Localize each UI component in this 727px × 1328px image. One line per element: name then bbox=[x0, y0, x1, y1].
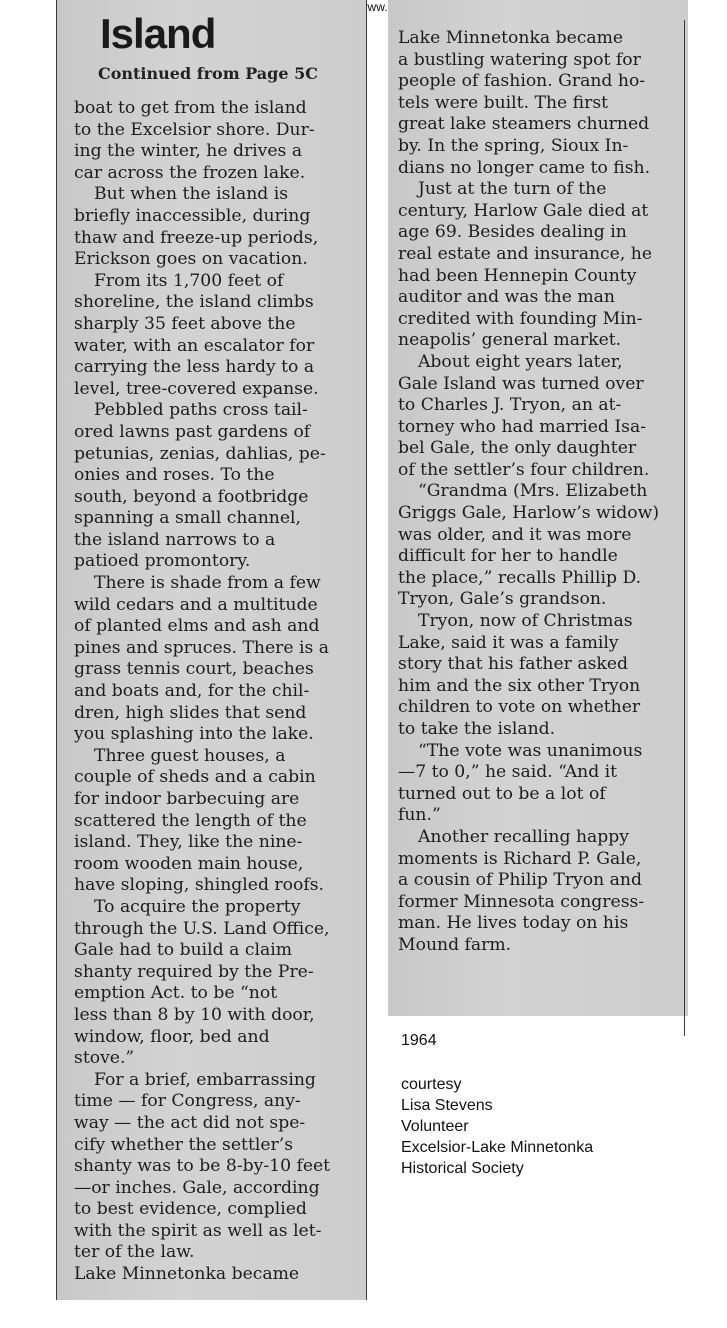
headline: Island bbox=[100, 10, 216, 57]
text-line: But when the island is bbox=[94, 184, 289, 205]
text-line: island. They, like the nine- bbox=[74, 832, 303, 853]
text-line: “The vote was unanimous bbox=[418, 740, 643, 761]
text-line: From its 1,700 feet of bbox=[94, 270, 284, 291]
caption-line: Lisa Stevens bbox=[401, 1097, 493, 1114]
text-line: Gale had to build a claim bbox=[74, 940, 293, 961]
text-line: of planted elms and ash and bbox=[74, 616, 320, 637]
text-line: About eight years later, bbox=[418, 351, 623, 372]
text-line: carrying the less hardy to a bbox=[74, 357, 315, 378]
text-line: “Grandma (Mrs. Elizabeth bbox=[418, 481, 648, 502]
article-right-column bbox=[398, 28, 692, 957]
text-line: Three guest houses, a bbox=[94, 745, 286, 766]
text-line: and boats and, for the chil- bbox=[74, 681, 310, 702]
text-line: ing the winter, he drives a bbox=[74, 141, 303, 162]
text-line: pines and spruces. There is a bbox=[74, 637, 330, 658]
text-line: a cousin of Philip Tryon and bbox=[398, 870, 642, 891]
text-line: shoreline, the island climbs bbox=[74, 292, 314, 313]
text-line: wild cedars and a multitude bbox=[74, 594, 318, 615]
text-line: Lake, said it was a family bbox=[398, 632, 619, 653]
text-line: Mound farm. bbox=[398, 934, 512, 955]
text-line: emption Act. to be “not bbox=[74, 983, 278, 1004]
text-line: There is shade from a few bbox=[94, 573, 321, 594]
text-line: real estate and insurance, he bbox=[398, 243, 653, 264]
text-line: with the spirit as well as let- bbox=[74, 1220, 322, 1241]
text-line: story that his father asked bbox=[398, 654, 629, 675]
caption-line: courtesy bbox=[401, 1076, 462, 1093]
text-line: a bustling watering spot for bbox=[398, 49, 641, 70]
text-line: dians no longer came to fish. bbox=[398, 157, 651, 178]
text-line: ter of the law. bbox=[74, 1242, 195, 1263]
text-line: shanty was to be 8-by-10 feet bbox=[74, 1156, 331, 1177]
text-line: man. He lives today on his bbox=[398, 913, 629, 934]
caption-year: 1964 bbox=[401, 1032, 437, 1049]
text-line: water, with an escalator for bbox=[74, 335, 315, 356]
text-line: less than 8 by 10 with door, bbox=[74, 1004, 315, 1025]
text-line: have sloping, shingled roofs. bbox=[74, 875, 324, 896]
text-line: south, beyond a footbridge bbox=[74, 486, 309, 507]
text-line: of the settler’s four children. bbox=[398, 459, 650, 480]
text-line: the place,” recalls Phillip D. bbox=[398, 567, 642, 588]
text-line: you splashing into the lake. bbox=[74, 724, 314, 745]
text-line: people of fashion. Grand ho- bbox=[398, 71, 646, 92]
text-line: for indoor barbecuing are bbox=[74, 789, 300, 809]
text-line: —7 to 0,” he said. “And it bbox=[398, 762, 618, 783]
text-line: Lake Minnetonka became bbox=[398, 28, 624, 48]
text-line: To acquire the property bbox=[94, 896, 301, 917]
text-line: petunias, zenias, dahlias, pe- bbox=[74, 443, 326, 464]
text-line: Tryon, now of Christmas bbox=[418, 611, 633, 632]
text-line: Lake Minnetonka became bbox=[74, 1264, 300, 1285]
text-line: thaw and freeze-up periods, bbox=[74, 227, 319, 248]
column-rule-middle bbox=[366, 0, 367, 1300]
text-line: him and the six other Tryon bbox=[398, 675, 641, 696]
caption-line: Excelsior-Lake Minnetonka bbox=[401, 1139, 594, 1156]
continued-from: Continued from Page 5C bbox=[98, 64, 318, 83]
text-line: Griggs Gale, Harlow’s widow) bbox=[398, 503, 660, 524]
text-line: boat to get from the island bbox=[74, 98, 307, 118]
text-line: to the Excelsior shore. Dur- bbox=[74, 119, 315, 140]
text-line: Erickson goes on vacation. bbox=[74, 249, 308, 270]
text-line: bel Gale, the only daughter bbox=[398, 438, 637, 459]
caption-line: Volunteer bbox=[401, 1118, 469, 1135]
text-line: by. In the spring, Sioux In- bbox=[398, 135, 629, 156]
text-line: tels were built. The first bbox=[398, 92, 609, 113]
text-line: to Charles J. Tryon, an at- bbox=[398, 395, 622, 416]
text-line: couple of sheds and a cabin bbox=[74, 767, 316, 788]
text-line: grass tennis court, beaches bbox=[74, 659, 314, 680]
text-line: time — for Congress, any- bbox=[74, 1091, 301, 1112]
text-line: dren, high slides that send bbox=[74, 702, 307, 723]
text-line: credited with founding Min- bbox=[398, 308, 643, 329]
text-line: neapolis’ general market. bbox=[398, 330, 622, 351]
text-line: ored lawns past gardens of bbox=[74, 421, 311, 442]
text-line: way — the act did not spe- bbox=[74, 1112, 306, 1133]
caption-line: Historical Society bbox=[401, 1160, 524, 1177]
text-line: room wooden main house, bbox=[74, 853, 304, 874]
column-rule-left bbox=[56, 0, 57, 1300]
text-line: window, floor, bed and bbox=[74, 1026, 270, 1047]
text-line: —or inches. Gale, according bbox=[74, 1177, 320, 1198]
article-left-column bbox=[74, 98, 358, 1286]
text-line: auditor and was the man bbox=[398, 287, 616, 308]
text-line: level, tree-covered expanse. bbox=[74, 378, 319, 399]
text-line: through the U.S. Land Office, bbox=[74, 918, 330, 939]
text-line: was older, and it was more bbox=[398, 524, 632, 545]
text-line: shanty required by the Pre- bbox=[74, 961, 314, 982]
text-line: children to vote on whether bbox=[398, 697, 641, 718]
text-line: patioed promontory. bbox=[74, 551, 251, 572]
text-line: to take the island. bbox=[398, 719, 556, 739]
text-line: Just at the turn of the bbox=[418, 179, 607, 200]
text-line: briefly inaccessible, during bbox=[74, 205, 311, 226]
text-line: century, Harlow Gale died at bbox=[398, 200, 649, 221]
text-line: great lake steamers churned bbox=[398, 114, 650, 135]
text-line: turned out to be a lot of bbox=[398, 783, 606, 804]
text-line: spanning a small channel, bbox=[74, 508, 301, 529]
text-line: Tryon, Gale’s grandson. bbox=[398, 589, 607, 610]
text-line: stove.” bbox=[74, 1048, 135, 1069]
text-line: former Minnesota congress- bbox=[398, 891, 645, 912]
text-line: had been Hennepin County bbox=[398, 265, 637, 286]
text-line: to best evidence, complied bbox=[74, 1199, 307, 1220]
text-line: moments is Richard P. Gale, bbox=[398, 848, 642, 869]
text-line: Pebbled paths cross tail- bbox=[94, 400, 308, 421]
text-line: difficult for her to handle bbox=[398, 546, 618, 567]
text-line: age 69. Besides dealing in bbox=[398, 222, 627, 243]
text-line: the island narrows to a bbox=[74, 529, 276, 550]
text-line: torney who had married Isa- bbox=[398, 416, 647, 437]
text-line: Gale Island was turned over bbox=[398, 373, 644, 394]
text-line: scattered the length of the bbox=[74, 810, 307, 831]
text-line: For a brief, embarrassing bbox=[94, 1069, 316, 1090]
text-line: Another recalling happy bbox=[418, 826, 629, 847]
text-line: car across the frozen lake. bbox=[74, 162, 306, 183]
text-line: cify whether the settler’s bbox=[74, 1134, 294, 1155]
text-line: sharply 35 feet above the bbox=[74, 313, 296, 334]
text-line: fun.” bbox=[398, 805, 441, 826]
caption-credit bbox=[401, 1074, 593, 1179]
text-line: onies and roses. To the bbox=[74, 465, 275, 486]
